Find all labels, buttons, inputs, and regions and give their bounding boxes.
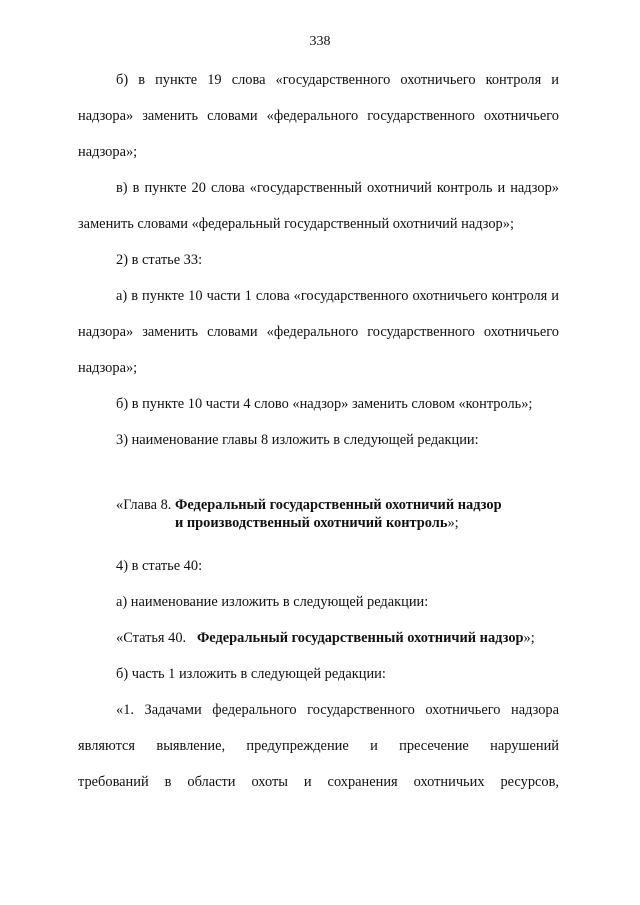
paragraph-1-line-2: являются выявление, предупреждение и пресечение нарушений	[78, 738, 559, 754]
article-prefix: «Статья 40.	[116, 630, 197, 646]
lower-text-block	[78, 548, 559, 800]
paragraph-item-v-point-20: в) в пункте 20 слова «государственный охотничий контроль и надзор» заменить словами «федеральный государственный охотничий надзор»;	[78, 180, 559, 232]
chapter-8-heading	[78, 496, 559, 532]
paragraph-1-line-1: «1. Задачами федерального государственного охотничьего надзора	[116, 702, 559, 718]
chapter-prefix: «Глава 8.	[116, 497, 175, 513]
paragraph-item-a-name: а) наименование изложить в следующей редакции:	[116, 594, 429, 610]
paragraph-item-4: 4) в статье 40:	[116, 558, 203, 574]
chapter-title-part-2: и производственный охотничий контроль	[175, 515, 448, 531]
upper-text-block	[78, 62, 559, 458]
paragraph-1-line-3: требований в области охоты и сохранения охотничьих ресурсов,	[78, 774, 559, 790]
paragraph-item-3: 3) наименование главы 8 изложить в следующей редакции:	[116, 432, 479, 448]
paragraph-item-b-point-19: б) в пункте 19 слова «государственного охотничьего контроля и надзора» заменить словами «федерального государственного охотничьего надзора»;	[78, 72, 559, 160]
chapter-suffix: »;	[447, 515, 459, 531]
article-suffix: »;	[523, 630, 535, 646]
paragraph-item-b-part-1: б) часть 1 изложить в следующей редакции:	[116, 666, 386, 682]
chapter-heading-line-1	[78, 496, 559, 514]
chapter-heading-line-2	[78, 514, 559, 532]
article-title: Федеральный государственный охотничий надзор	[196, 630, 524, 646]
article-40-heading	[78, 620, 559, 656]
paragraph-item-2: 2) в статье 33:	[116, 252, 203, 268]
chapter-title-part-1: Федеральный государственный охотничий надзор	[174, 497, 502, 513]
paragraph-item-b-part-4: б) в пункте 10 части 4 слово «надзор» заменить словом «контроль»;	[116, 396, 533, 412]
paragraph-item-a-point-10: а) в пункте 10 части 1 слова «государственного охотничьего контроля и надзора» заменить словами «федерального государственного охотничьего надзора»;	[78, 288, 559, 376]
page-number: 338	[309, 34, 331, 49]
